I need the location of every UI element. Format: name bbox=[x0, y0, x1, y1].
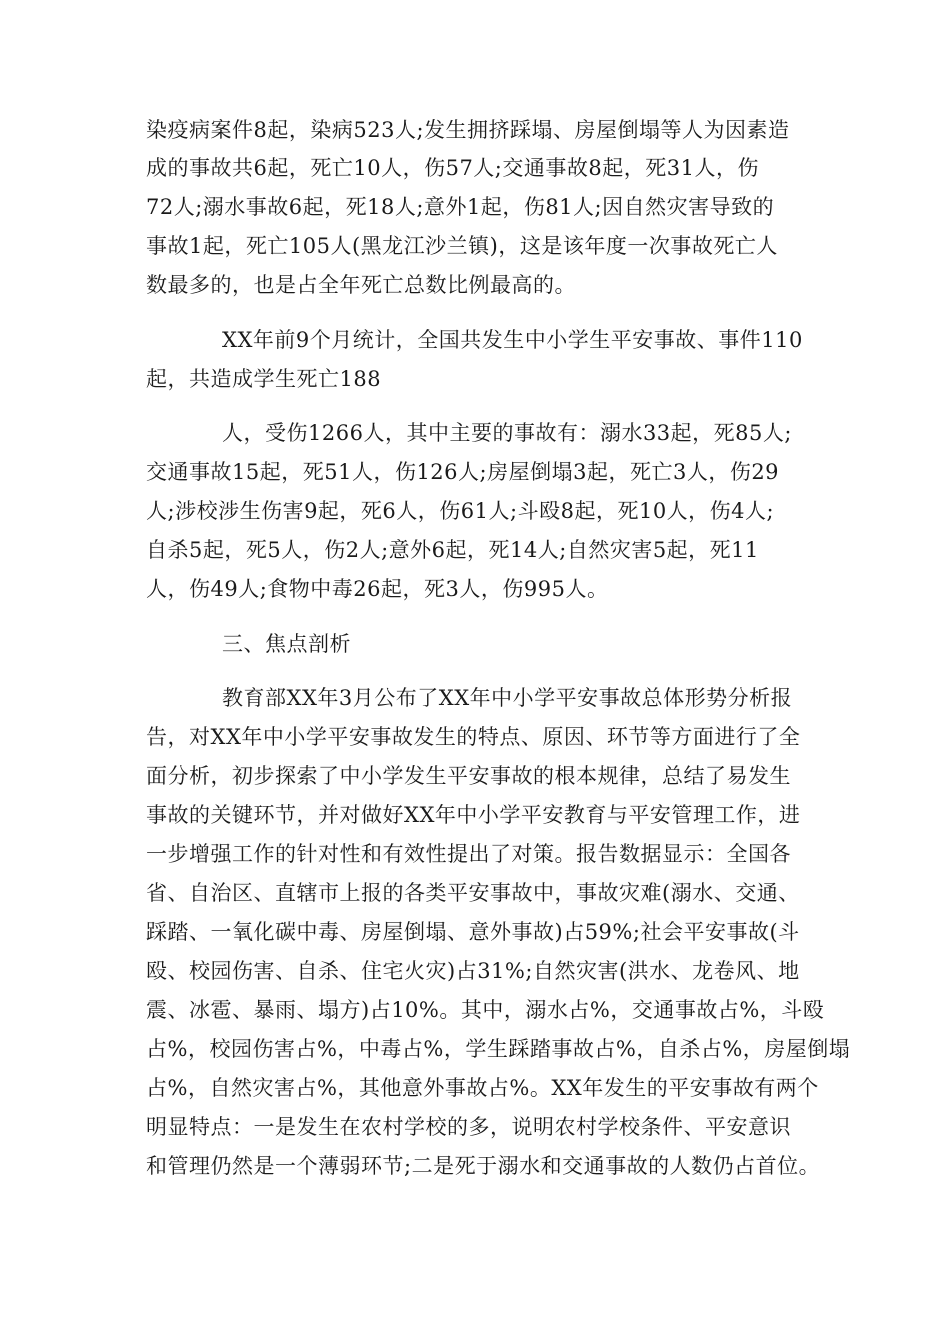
text-line: 染疫病案件8起，染病523人;发生拥挤踩塌、房屋倒塌等人为因素造 bbox=[146, 118, 790, 142]
text-line: 人，伤49人;食物中毒26起，死3人，伤995人。 bbox=[146, 577, 609, 601]
text-line: 告，对XX年中小学平安事故发生的特点、原因、环节等方面进行了全 bbox=[146, 725, 801, 749]
text-line: 人，受伤1266人，其中主要的事故有：溺水33起，死85人; bbox=[222, 421, 792, 445]
text-line: 72人;溺水事故6起，死18人;意外1起，伤81人;因自然灾害导致的 bbox=[146, 195, 775, 219]
text-line: 自杀5起，死5人，伤2人;意外6起，死14人;自然灾害5起，死11 bbox=[146, 538, 759, 562]
text-line: 震、冰雹、暴雨、塌方)占10%。其中，溺水占%，交通事故占%，斗殴 bbox=[146, 998, 825, 1022]
section-heading: 三、焦点剖析 bbox=[222, 632, 351, 656]
text-line: 面分析，初步探索了中小学发生平安事故的根本规律，总结了易发生 bbox=[146, 764, 791, 788]
text-line: 殴、校园伤害、自杀、住宅火灾)占31%;自然灾害(洪水、龙卷风、地 bbox=[146, 959, 800, 983]
text-line: 省、自治区、直辖市上报的各类平安事故中，事故灾难(溺水、交通、 bbox=[146, 881, 800, 905]
text-line: 事故的关键环节，并对做好XX年中小学平安教育与平安管理工作，进 bbox=[146, 803, 801, 827]
text-line: 起，共造成学生死亡188 bbox=[146, 367, 382, 391]
text-line: 数最多的，也是占全年死亡总数比例最高的。 bbox=[146, 273, 576, 297]
text-line: 教育部XX年3月公布了XX年中小学平安事故总体形势分析报 bbox=[222, 686, 793, 710]
text-line: 明显特点：一是发生在农村学校的多，说明农村学校条件、平安意识 bbox=[146, 1115, 791, 1139]
text-line: 踩踏、一氧化碳中毒、房屋倒塌、意外事故)占59%;社会平安事故(斗 bbox=[146, 920, 800, 944]
text-line: 事故1起，死亡105人(黑龙江沙兰镇)，这是该年度一次事故死亡人 bbox=[146, 234, 778, 258]
text-line: 占%，自然灾害占%，其他意外事故占%。XX年发生的平安事故有两个 bbox=[146, 1076, 819, 1100]
text-line: 和管理仍然是一个薄弱环节;二是死于溺水和交通事故的人数仍占首位。 bbox=[146, 1154, 821, 1178]
text-line: 占%，校园伤害占%，中毒占%，学生踩踏事故占%，自杀占%，房屋倒塌 bbox=[146, 1037, 851, 1061]
text-line: 交通事故15起，死51人，伤126人;房屋倒塌3起，死亡3人，伤29 bbox=[146, 460, 780, 484]
text-line: 成的事故共6起，死亡10人，伤57人;交通事故8起，死31人，伤 bbox=[146, 156, 759, 180]
text-line: 人;涉校涉生伤害9起，死6人，伤61人;斗殴8起，死10人，伤4人; bbox=[146, 499, 775, 523]
text-line: XX年前9个月统计，全国共发生中小学生平安事故、事件110 bbox=[222, 328, 803, 352]
text-line: 一步增强工作的针对性和有效性提出了对策。报告数据显示：全国各 bbox=[146, 842, 791, 866]
